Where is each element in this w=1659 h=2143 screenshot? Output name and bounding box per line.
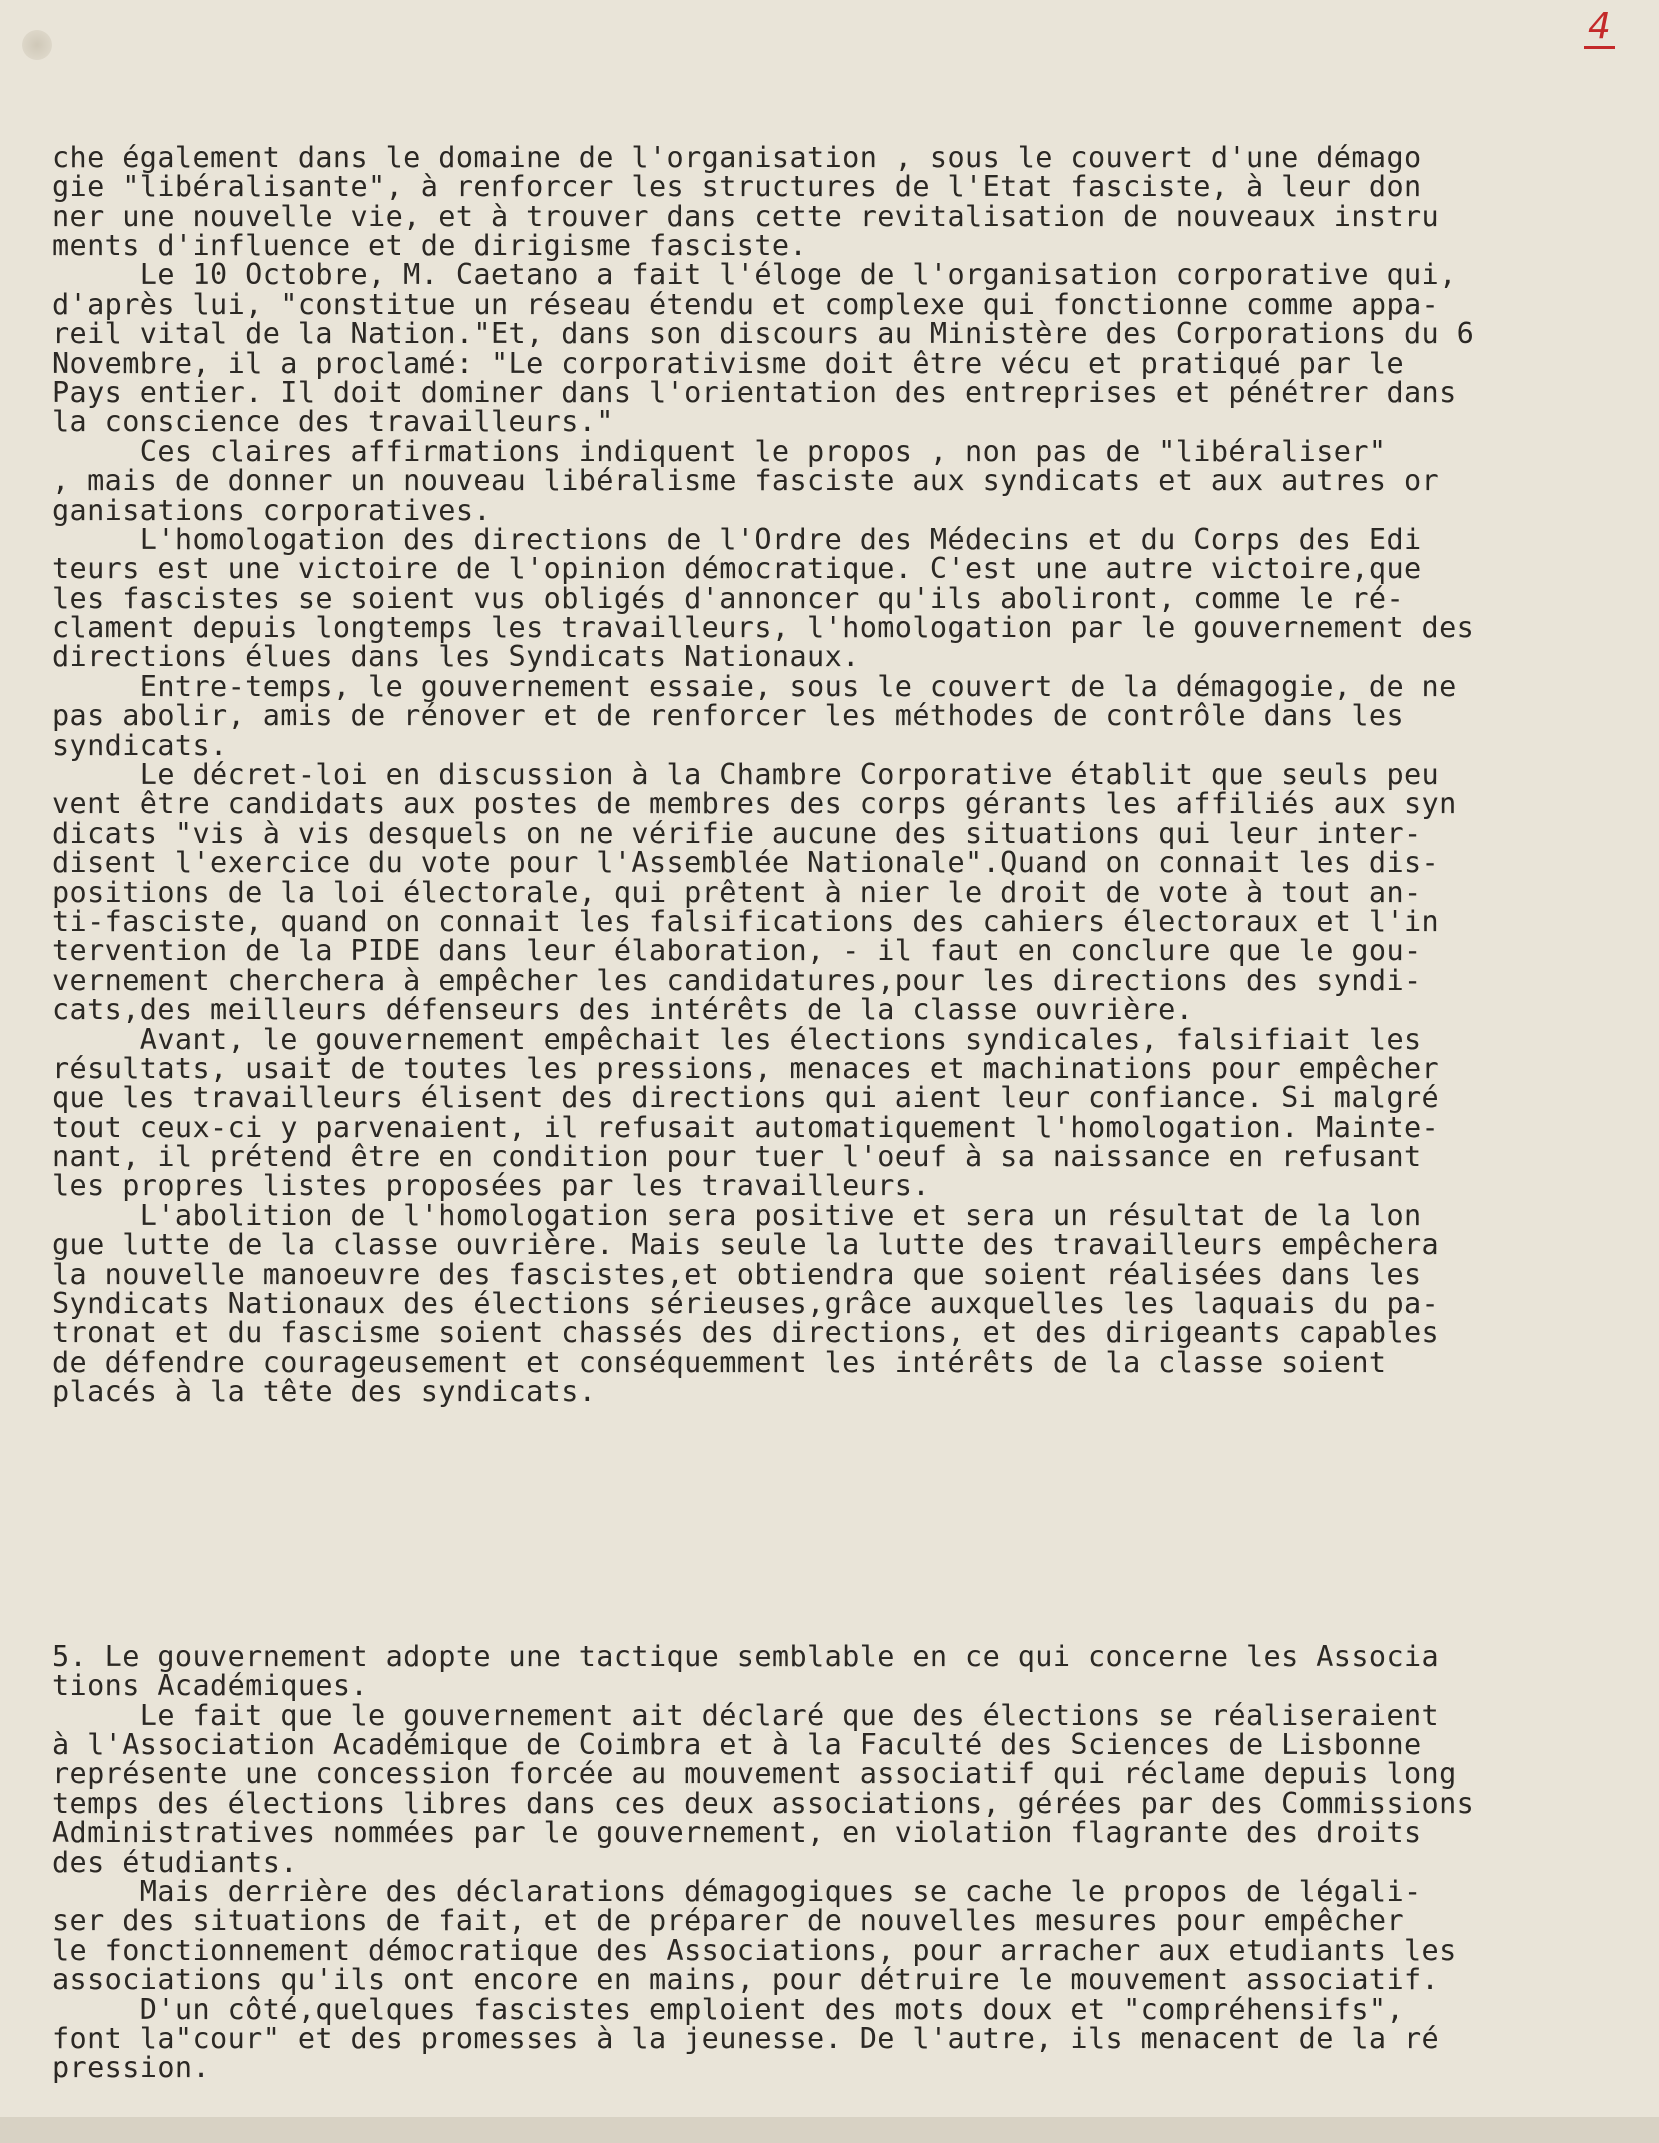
- text-line: 5. Le gouvernement adopte une tactique semblable en ce qui concerne les Associa: [52, 1639, 1440, 1673]
- text-line: reil vital de la Nation."Et, dans son discours au Ministère des Corporations du 6: [52, 317, 1475, 351]
- text-line: la nouvelle manoeuvre des fascistes,et obtiendra que soient réalisées dans les: [52, 1257, 1422, 1291]
- text-line: cats,des meilleurs défenseurs des intérêts de la classe ouvrière.: [52, 993, 1194, 1027]
- text-line: Avant, le gouvernement empêchait les élections syndicales, falsifiait les: [52, 1022, 1422, 1056]
- text-line: le fonctionnement démocratique des Associations, pour arracher aux etudiants les: [52, 1933, 1457, 1967]
- text-line: pas abolir, amis de rénover et de renforcer les méthodes de contrôle dans les: [52, 699, 1404, 733]
- text-line: les propres listes proposées par les travailleurs.: [52, 1169, 930, 1203]
- section-academic-associations: [52, 1639, 1612, 2085]
- text-line: tout ceux-ci y parvenaient, il refusait automatiquement l'homologation. Mainte-: [52, 1110, 1440, 1144]
- text-line: les fascistes se soient vus obligés d'annoncer qu'ils aboliront, comme le ré-: [52, 581, 1404, 615]
- text-line: Novembre, il a proclamé: "Le corporativisme doit être vécu et pratiqué par le: [52, 346, 1404, 380]
- text-line: Pays entier. Il doit dominer dans l'orientation des entreprises et pénétrer dans: [52, 375, 1457, 409]
- text-line: nant, il prétend être en condition pour tuer l'oeuf à sa naissance en refusant: [52, 1140, 1422, 1174]
- text-line: directions élues dans les Syndicats Nationaux.: [52, 640, 860, 674]
- punch-hole-mark: [22, 30, 52, 60]
- text-line: vernement cherchera à empêcher les candidatures,pour les directions des syndi-: [52, 963, 1422, 997]
- text-line: dicats "vis à vis desquels on ne vérifie aucune des situations qui leur inter-: [52, 816, 1422, 850]
- text-line: ganisations corporatives.: [52, 493, 491, 527]
- text-line: ti-fasciste, quand on connait les falsifications des cahiers électoraux et l'in: [52, 904, 1440, 938]
- document-body: [52, 84, 1612, 2142]
- text-line: L'abolition de l'homologation sera positive et sera un résultat de la lon: [52, 1198, 1422, 1232]
- text-line: Administratives nommées par le gouvernement, en violation flagrante des droits: [52, 1816, 1422, 1850]
- text-line: syndicats.: [52, 728, 228, 762]
- text-line: ner une nouvelle vie, et à trouver dans cette revitalisation de nouveaux instru: [52, 199, 1440, 233]
- text-line: gue lutte de la classe ouvrière. Mais seule la lutte des travailleurs empêchera: [52, 1228, 1440, 1262]
- text-line: positions de la loi électorale, qui prêtent à nier le droit de vote à tout an-: [52, 875, 1422, 909]
- text-line: che également dans le domaine de l'organisation , sous le couvert d'une démago: [52, 140, 1422, 174]
- text-line: disent l'exercice du vote pour l'Assemblée Nationale".Quand on connait les dis-: [52, 846, 1440, 880]
- text-line: L'homologation des directions de l'Ordre des Médecins et du Corps des Edi: [52, 522, 1422, 556]
- text-line: d'après lui, "constitue un réseau étendu et complexe qui fonctionne comme appa-: [52, 287, 1440, 321]
- text-line: à l'Association Académique de Coimbra et à la Faculté des Sciences de Lisbonne: [52, 1728, 1422, 1761]
- text-line: pression.: [52, 2051, 211, 2085]
- text-line: Le 10 Octobre, M. Caetano a fait l'éloge de l'organisation corporative qui,: [52, 258, 1457, 292]
- text-line: associations qu'ils ont encore en mains, pour détruire le mouvement associatif.: [52, 1963, 1440, 1997]
- text-line: que les travailleurs élisent des directions qui aient leur confiance. Si malgré: [52, 1081, 1440, 1115]
- text-line: résultats, usait de toutes les pressions, menaces et machinations pour empêcher: [52, 1051, 1440, 1085]
- text-line: gie "libéralisante", à renforcer les structures de l'Etat fasciste, à leur don: [52, 170, 1422, 204]
- text-line: teurs est une victoire de l'opinion démocratique. C'est une autre victoire,que: [52, 552, 1422, 586]
- text-line: Mais derrière des déclarations démagogiques se cache le propos de légali-: [52, 1874, 1422, 1908]
- text-line: Syndicats Nationaux des élections sérieuses,grâce auxquelles les laquais du pa-: [52, 1287, 1440, 1321]
- page-number: 4: [1584, 8, 1615, 49]
- text-line: tions Académiques.: [52, 1669, 369, 1703]
- text-line: ser des situations de fait, et de préparer de nouvelles mesures pour empêcher: [52, 1904, 1404, 1938]
- text-line: Ces claires affirmations indiquent le propos , non pas de "libéraliser": [52, 434, 1387, 468]
- text-line: de défendre courageusement et conséquemment les intérêts de la classe soient: [52, 1345, 1387, 1379]
- text-line: Le fait que le gouvernement ait déclaré que des élections se réaliseraient: [52, 1698, 1440, 1732]
- section-corporations: [52, 140, 1612, 1409]
- text-line: font la"cour" et des promesses à la jeunesse. De l'autre, ils menacent de la ré: [52, 2021, 1440, 2055]
- text-line: Le décret-loi en discussion à la Chambre Corporative établit que seuls peu: [52, 758, 1440, 792]
- text-line: , mais de donner un nouveau libéralisme fasciste aux syndicats et aux autres or: [52, 464, 1440, 498]
- text-line: D'un côté,quelques fascistes emploient des mots doux et "compréhensifs",: [52, 1992, 1404, 2026]
- text-line: placés à la tête des syndicats.: [52, 1375, 597, 1409]
- text-line: tronat et du fascisme soient chassés des directions, et des dirigeants capables: [52, 1316, 1440, 1350]
- text-line: vent être candidats aux postes de membres des corps gérants les affiliés aux syn: [52, 787, 1457, 821]
- text-line: la conscience des travailleurs.": [52, 405, 614, 439]
- text-line: clament depuis longtemps les travailleurs, l'homologation par le gouvernement des: [52, 611, 1475, 645]
- text-line: Entre-temps, le gouvernement essaie, sous le couvert de la démagogie, de ne: [52, 669, 1457, 703]
- text-line: représente une concession forcée au mouvement associatif qui réclame depuis long: [52, 1757, 1457, 1791]
- text-line: tervention de la PIDE dans leur élaboration, - il faut en conclure que le gou-: [52, 934, 1422, 968]
- text-line: des étudiants.: [52, 1845, 298, 1879]
- text-line: ments d'influence et de dirigisme fasciste.: [52, 228, 808, 262]
- text-line: temps des élections libres dans ces deux associations, gérées par des Commissions: [52, 1786, 1475, 1820]
